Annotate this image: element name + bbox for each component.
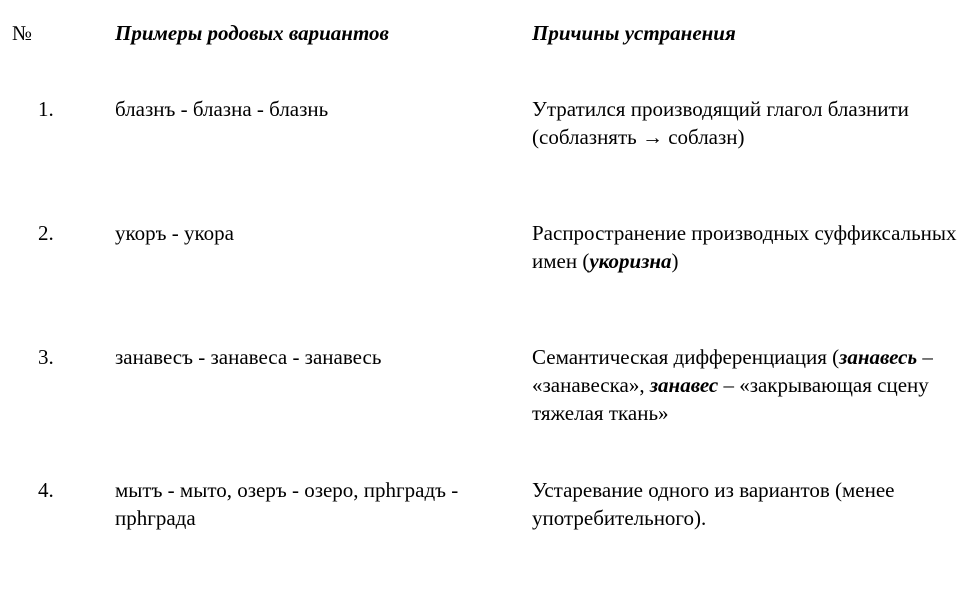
example-cell: укоръ - укора	[115, 221, 234, 245]
reason-text: Семантическая дифференциация (	[532, 345, 840, 369]
row-number: 2.	[38, 221, 54, 245]
reason-text: – «закрывающая сцену тяжелая ткань»	[532, 373, 929, 425]
reason-cell: Устаревание одного из вариантов (менее употребительного).	[532, 478, 895, 530]
emphasized-term: занавесь	[839, 345, 918, 369]
column-header-reasons: Причины устранения	[532, 21, 736, 45]
reason-cell	[532, 219, 972, 275]
emphasized-term: укоризна	[589, 249, 672, 273]
example-cell: мытъ - мыто, озеръ - озеро, прhградъ - прhграда	[115, 478, 459, 530]
column-header-number: №	[12, 21, 33, 45]
reason-text: – «занавеска»,	[532, 345, 933, 397]
row-number: 1.	[38, 97, 54, 121]
reason-text: )	[671, 249, 679, 273]
row-number: 4.	[38, 478, 54, 502]
emphasized-term: занавес	[649, 373, 719, 397]
example-cell: занавесъ - занавеса - занавесь	[115, 345, 382, 369]
row-number: 3.	[38, 345, 54, 369]
example-cell: блазнъ - блазна - блазнь	[115, 97, 329, 121]
reason-cell: Утратился производящий глагол блазнити (соблазнять → соблазн)	[532, 97, 909, 149]
reason-text: Распространение производных суффиксальных имен (	[532, 221, 957, 273]
column-header-examples: Примеры родовых вариантов	[115, 21, 389, 45]
reason-cell	[532, 343, 972, 427]
